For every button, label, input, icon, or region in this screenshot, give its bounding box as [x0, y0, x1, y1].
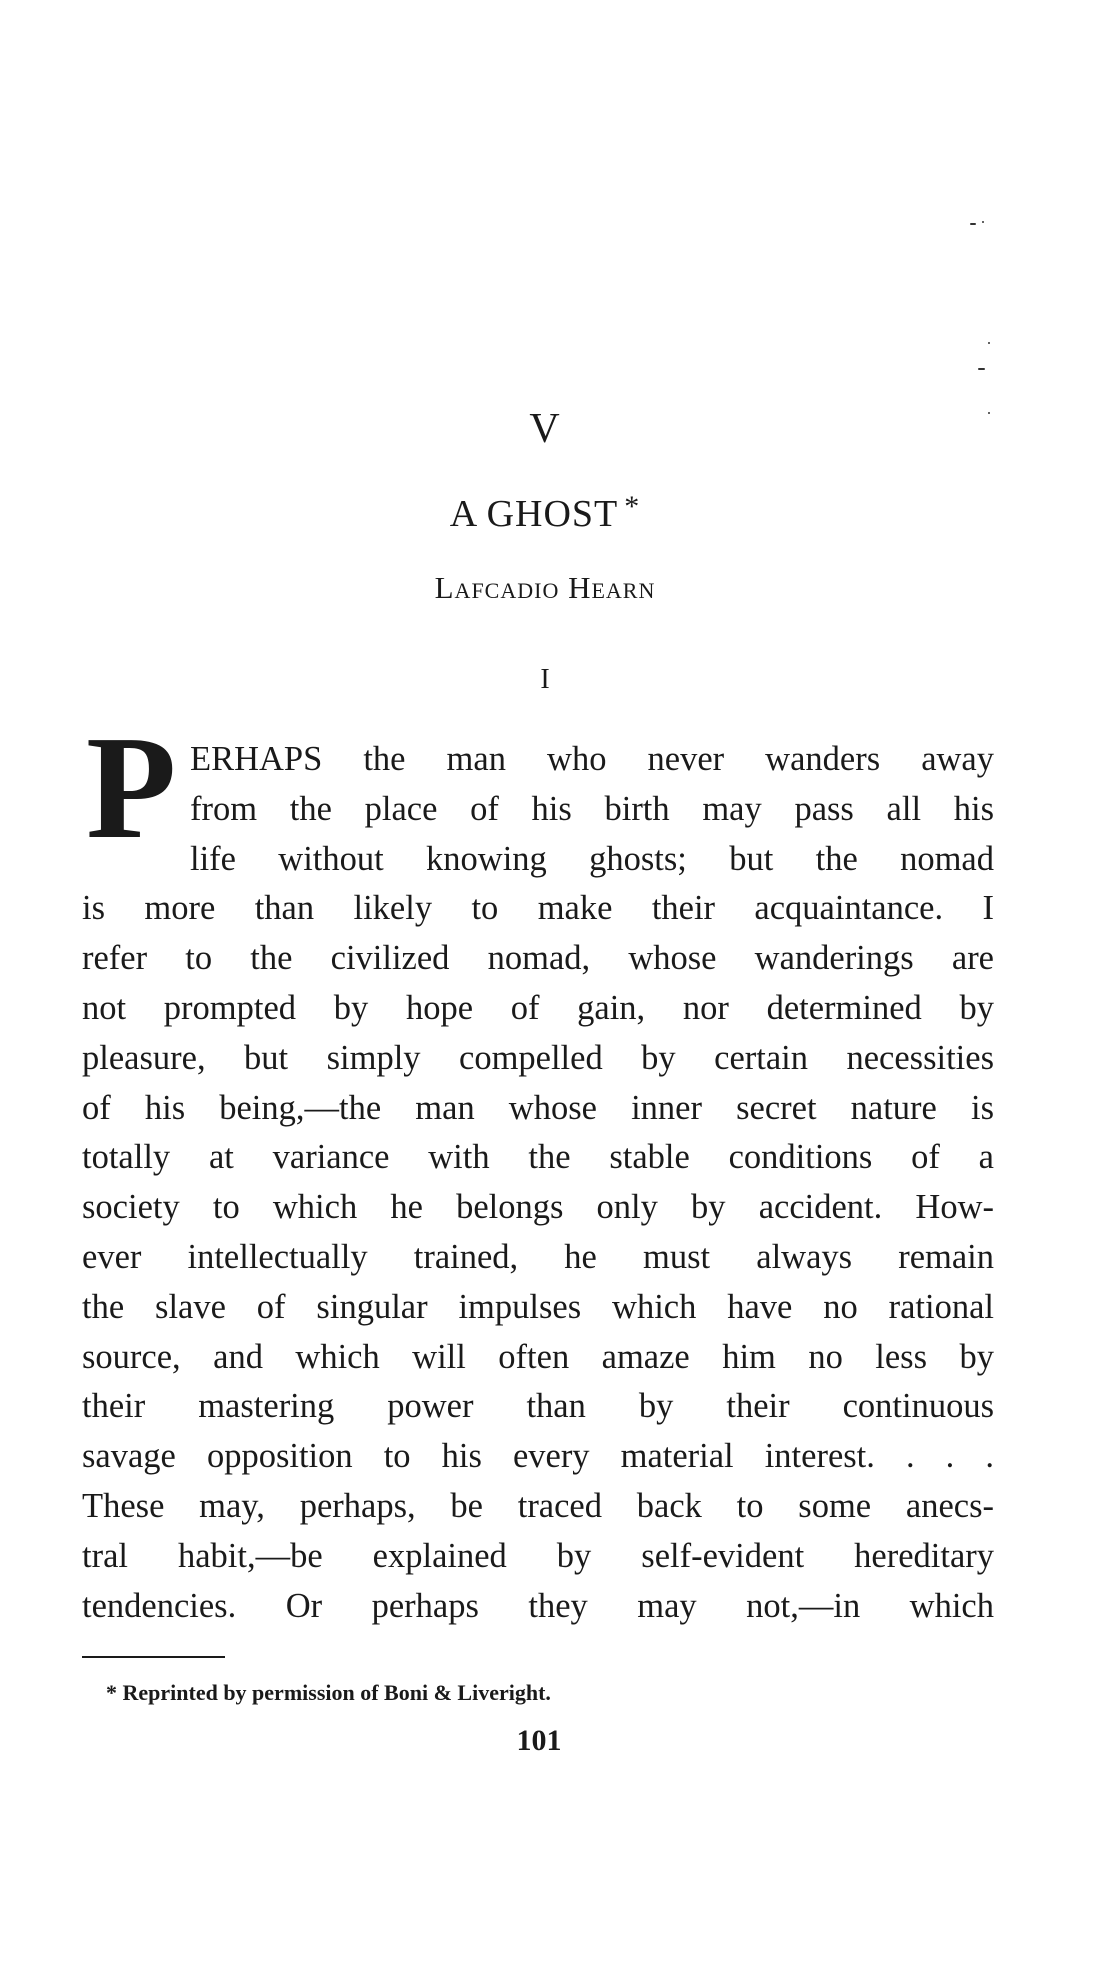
text-line: savage opposition to his every material interest. . . . [82, 1437, 994, 1476]
chapter-number: V [529, 406, 561, 452]
page-number: 101 [516, 1724, 562, 1757]
text-line: totally at variance with the stable conditions of a [82, 1138, 994, 1177]
section-number: I [540, 664, 550, 695]
drop-cap: P [86, 706, 177, 870]
text-line: refer to the civilized nomad, whose wanderings are [82, 939, 994, 978]
author-name: Lafcadio Hearn [434, 570, 656, 605]
text-line: tendencies. Or perhaps they may not,—in which [82, 1586, 994, 1625]
text-line: ever intellectually trained, he must always remain [82, 1237, 994, 1276]
chapter-title [0, 490, 1090, 536]
chapter-title-text: A GHOST [449, 493, 619, 535]
footnote-text: Reprinted by permission of Boni & Liveright. [122, 1680, 551, 1705]
text-line: source, and which will often amaze him no less by [82, 1337, 994, 1376]
text-line: their mastering power than by their continuous [82, 1387, 994, 1426]
text-line: from the place of his birth may pass all his [190, 789, 994, 828]
text-line: life without knowing ghosts; but the nomad [190, 839, 994, 878]
text-line: society to which he belongs only by accident. How- [82, 1188, 994, 1227]
footnote-divider [82, 1656, 225, 1658]
scan-speck [982, 221, 984, 223]
text-line: of his being,—the man whose inner secret nature is [82, 1088, 994, 1127]
scan-speck [978, 368, 985, 370]
text-line: is more than likely to make their acquaintance. I [82, 889, 994, 928]
text-line: ERHAPS the man who never wanders away [190, 740, 994, 778]
footnote-marker: * [106, 1680, 117, 1705]
scan-speck [988, 342, 990, 344]
body-text [82, 735, 994, 1631]
text-line: tral habit,—be explained by self-evident hereditary [82, 1536, 994, 1575]
footnote-reference: * [624, 490, 641, 523]
text-line: pleasure, but simply compelled by certain necessities [82, 1038, 994, 1077]
text-line: the slave of singular impulses which have no rational [82, 1287, 994, 1326]
text-line: not prompted by hope of gain, nor determined by [82, 988, 994, 1027]
scan-speck [970, 223, 976, 225]
footnote [106, 1680, 551, 1706]
text-line: These may, perhaps, be traced back to some anecs- [82, 1486, 994, 1525]
